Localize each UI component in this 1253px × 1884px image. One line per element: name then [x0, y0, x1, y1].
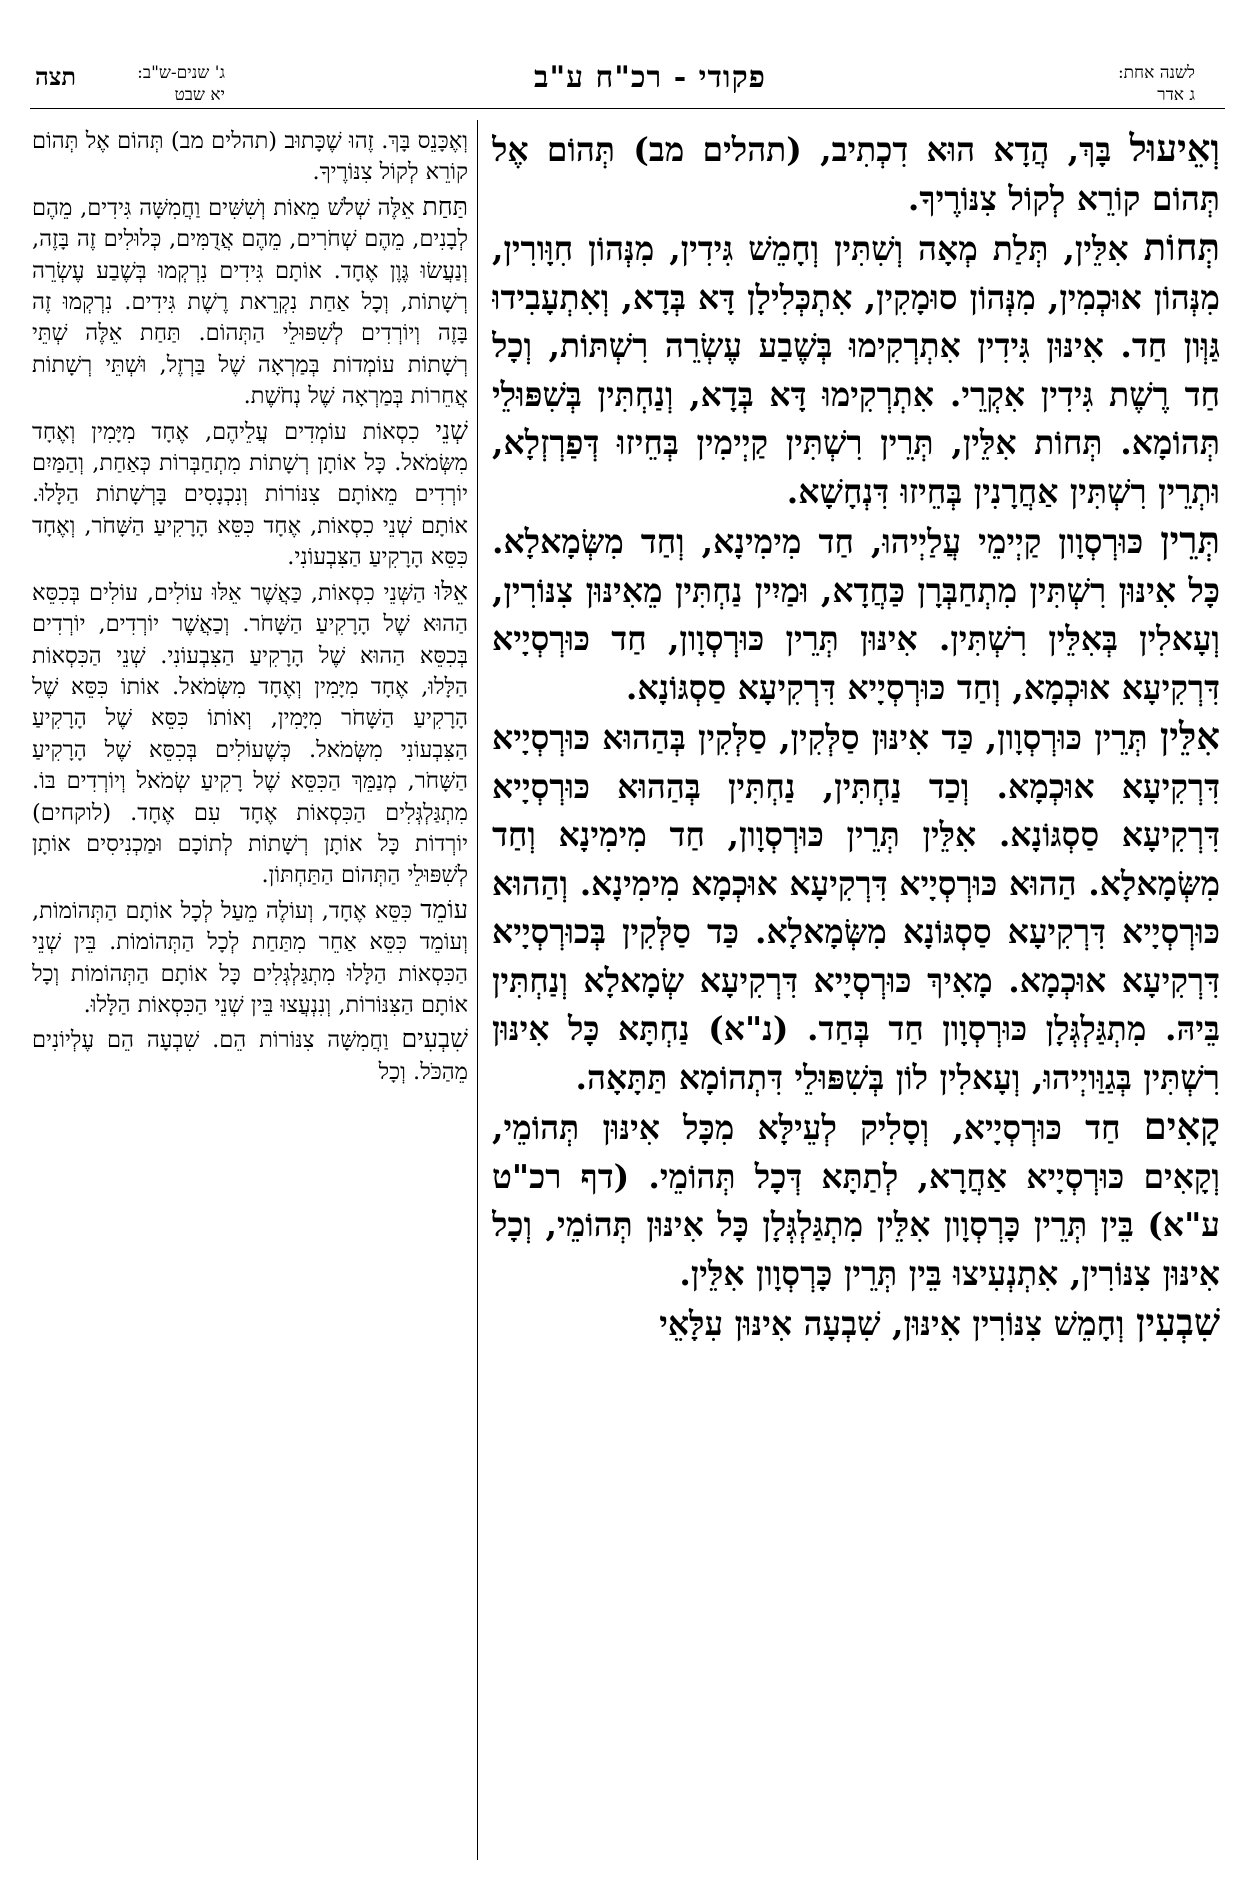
- aramaic-text-column: [492, 124, 1220, 1872]
- paragraph-text: אֵלֶּה שְׁלֹשׁ מֵאוֹת וְשִׁשִּׁים וַחֲמִשָּׁה גִּידִים, מֵהֶם לְבָנִים, מֵהֶם שְׁחֹרִים, מֵהֶם אֲדֻמִּים, כְּלוּלִים זֶה בָּזֶה, וְנַעֲשׂוּ גֶּוֶן אֶחָד. אוֹתָם גִּידִים נִרְקְמוּ בְּשֶׁבַע עֶשְׂרֵה רְשָׁתוֹת, וְכָל אַחַת נִקְרֵאת רֶשֶׁת גִּידִים. נִרְקְמוּ זֶה בָּזֶה וְיוֹרְדִים לְשִׁפּוּלֵי הַתְּהוֹם. תַּחַת אֵלֶּה שְׁתֵּי רְשָׁתוֹת עוֹמְדוֹת בְּמַרְאָה שֶׁל בַּרְזֶל, וּשְׁתֵּי רְשָׁתוֹת אֲחֵרוֹת בְּמַרְאָה שֶׁל נְחֹשֶׁת.: [32, 194, 468, 410]
- header-right-line2: ג אדר: [1157, 85, 1195, 105]
- paragraph-text: וַחֲמִשָּׁה צִנּוֹרוֹת הֵם. שִׁבְעָה הֵם עֶלְיוֹנִים מֵהַכֹּל. וְכָל: [32, 1027, 468, 1085]
- side-paragraph: [32, 191, 468, 413]
- paragraph-text: וְחָמֵשׁ צִנּוֹרִין אִינּוּן, שִׁבְעָה אִינּוּן עִלָּאֵי: [659, 1304, 1125, 1343]
- side-paragraph: [32, 1023, 468, 1088]
- side-paragraph: [32, 124, 468, 189]
- paragraph-lead-word: אֵלּוּ: [434, 576, 468, 606]
- header-daily-study: [1055, 62, 1195, 106]
- paragraph-lead-word: שִׁבְעִים: [401, 1024, 468, 1054]
- paragraph-lead-word: תְּחוֹת: [1143, 225, 1220, 269]
- paragraph-lead-word: תְּרֵין: [1160, 518, 1220, 562]
- header-left-line2: יא שבט: [174, 85, 225, 105]
- paragraph-lead-word: תַּחַת: [422, 191, 468, 221]
- paragraph-text: אִלֵּין, תְּלַת מְאָה וְשִׁתִּין וְחָמֵשׁ גִּידִין, מִנְּהוֹן חִוָּורִין, מִנְּהוֹן אוּכְמִין, מִנְּהוֹן סוּמָקִין, אִתְכְּלִילָן דָּא בְּדָא, וְאִתְעָבִידוּ גַּוְּון חַד. אִינּוּן גִּידִין אִתְרְקִימוּ בְּשֶׁבַע עֶשְׂרֵה רִשְׁתּוֹת, וְכָל חַד רֶשֶׁת גִּידִין אִקְרֵי. אִתְרְקִימוּ דָּא בְּדָא, וְנַחְתִּין בְּשִׁפּוּלֵי תְּהוֹמָא. תְּחוֹת אִלֵּין, תְּרֵין רִשְׁתִּין קַיְימִין בְּחֵיזוּ דְּפַרְזְלָא, וּתְרֵין רִשְׁתִּין אַחֲרָנִין בְּחֵיזוּ דִּנְחָשָׁא.: [492, 229, 1220, 511]
- paragraph-text: הַשְּׁנֵי כִסְאוֹת, כַּאֲשֶׁר אֵלּוּ עוֹלִים, עוֹלִים בְּכִסֵּא הַהוּא שֶׁל הָרָקִיעַ הַשָּׁחֹר. וְכַאֲשֶׁר יוֹרְדִים, יוֹרְדִים בְּכִסֵּא הַהוּא שֶׁל הָרָקִיעַ הַצִּבְעוֹנִי. שְׁנֵי הַכִּסְאוֹת הַלָּלוּ, אֶחָד מִיָּמִין וְאֶחָד מִשְּׂמֹאל. אוֹתוֹ כִּסֵּא שֶׁל הָרָקִיעַ הַשָּׁחֹר מִיָּמִין, וְאוֹתוֹ כִּסֵּא שֶׁל הָרָקִיעַ הַצִּבְעוֹנִי מִשְּׂמֹאל. כְּשֶׁעוֹלִים בְּכִסֵּא שֶׁל הָרָקִיעַ הַשָּׁחֹר, מְנַמֵּךְ הַכִּסֵּא שֶׁל רָקִיעַ שְׂמֹאל וְיוֹרְדִים בּוֹ. מִתְגַּלְגְּלִים הַכִּסְאוֹת אֶחָד עִם אֶחָד. (לוקחים) יוֹרְדוֹת כָּל אוֹתָן רְשָׁתוֹת לְתוֹכָם וּמַכְנִיסִים אוֹתָן לְשִׁפּוּלֵי הַתְּהוֹם הַתַּחְתּוֹן.: [32, 579, 468, 889]
- paragraph-text: תְּרֵין כּוּרְסְוָון, כַּד אִינּוּן סַלְּקִין, סַלְּקִין בְּהַהוּא כּוּרְסְיָיא דִּרְקִיעָא אוּכְמָא. וְכַד נַחְתִּין, נַחְתִּין בְּהַהוּא כּוּרְסְיָיא דִּרְקִיעָא סַסְגּוֹנָא. אִלֵּין תְּרֵין כּוּרְסְוָון, חַד מִימִינָא וְחַד מִשְּׂמָאלָא. הַהוּא כּוּרְסְיָיא דִּרְקִיעָא אוּכְמָא מִימִינָא. וְהַהוּא כּוּרְסְיָיא דִּרְקִיעָא סַסְגּוֹנָא מִשְּׂמָאלָא. כַּד סַלְּקִין בְּכוּרְסְיָיא דִּרְקִיעָא אוּכְמָא. מָאִיךְ כּוּרְסְיָיא דִּרְקִיעָא שְׂמָאלָא וְנַחְתִּין בֵּיהּ. מִתְגַּלְגְּלָן כּוּרְסְוָון חַד בְּחַד. (נ"א) נַחְתָּא כָּל אִינּוּן רִשְׁתִּין בְּגַוַּויְיהוּ, וְעָאלִין לוֹן בְּשִׁפּוּלֵי דִּתְהוֹמָא תַּתָּאָה.: [492, 718, 1220, 1097]
- column-divider: [477, 120, 478, 1860]
- header-left-line1: ג' שנים-ש"ב:: [137, 63, 225, 83]
- paragraph-lead-word: עוֹמֵד: [420, 894, 468, 924]
- main-paragraph: [492, 124, 1220, 223]
- paragraph-text: כִסְאוֹת עוֹמְדִים עֲלֵיהֶם, אֶחָד מִיָּמִין וְאֶחָד מִשְּׂמֹאל. כָּל אוֹתָן רְשָׁתוֹת מִתְחַבְּרוֹת כְּאַחַת, וְהַמַּיִם יוֹרְדִים מֵאוֹתָם צִנּוֹרוֹת וְנִכְנָסִים בָּרְשָׁתוֹת הַלָּלוּ. אוֹתָם שְׁנֵי כִסְאוֹת, אֶחָד כִּסֵּא הָרָקִיעַ הַשָּׁחֹר, וְאֶחָד כִּסֵּא הָרָקִיעַ הַצִּבְעוֹנִי.: [32, 418, 468, 571]
- main-paragraph: [492, 516, 1220, 712]
- page-number: תצה: [35, 62, 77, 91]
- paragraph-lead-word: וְאֵיעוּל: [1129, 126, 1220, 170]
- main-paragraph: [492, 1102, 1220, 1298]
- side-paragraph: [32, 894, 468, 1022]
- page-title: פקודי - רכ"ח ע"ב: [534, 60, 766, 95]
- header-right-line1: לשנה אחת:: [1117, 63, 1195, 83]
- paragraph-text: כִּסֵּא אֶחָד, וְעוֹלֶה מֵעַל לְכָל אוֹתָם הַתְּהוֹמוֹת, וְעוֹמֵד כִּסֵּא אַחֵר מִתַּחַת לְכָל הַתְּהוֹמוֹת. בֵּין שְׁנֵי הַכִּסְאוֹת הַלָּלוּ מִתְגַּלְגְּלִים כָּל אוֹתָם הַתְּהוֹמוֹת וְכָל אוֹתָם הַצִּנּוֹרוֹת, וְנִנְעֲצוּ בֵּין שְׁנֵי הַכִּסְאוֹת הַלָּלוּ.: [32, 897, 468, 1018]
- paragraph-text: חַד כּוּרְסְיָיא, וְסָלִיק לְעֵילָּא מִכָּל אִינּוּן תְּהוֹמֵי, וְקָאִים כּוּרְסְיָיא אַחֲרָא, לְתַתָּא דְּכָל תְּהוֹמֵי. (דף רכ"ט ע"א) בֵּין תְּרֵין כָּרְסְוָון אִלֵּין מִתְגַּלְגְּלָן כָּל אִינּוּן תְּהוֹמֵי, וְכָל אִינּוּן צִנּוֹרִין, אִתְנְעִיצוּ בֵּין תְּרֵין כָּרְסְוָון אִלֵּין.: [492, 1108, 1220, 1293]
- paragraph-lead-word: אִלֵּין: [1159, 714, 1220, 758]
- side-paragraph: [32, 576, 468, 892]
- main-paragraph: [492, 223, 1220, 516]
- hebrew-translation-column: [32, 124, 468, 1872]
- paragraph-lead-word: שְׁנֵי: [435, 415, 468, 445]
- paragraph-text: בָּךְ, הֲדָא הוּא דִכְתִיב, (תהלים מב) תְּהוֹם אֶל תְּהוֹם קוֹרֵא לְקוֹל צִנּוֹרֶיךָ.: [492, 130, 1220, 218]
- paragraph-text: וְאֶכָּנֵס בָּךְ. זֶהוּ שֶׁכָּתוּב (תהלים מב) תְּהוֹם אֶל תְּהוֹם קוֹרֵא לְקוֹל צִנּוֹרֶיךָ.: [32, 128, 468, 186]
- header-divider: [30, 108, 1225, 109]
- main-paragraph: [492, 1298, 1220, 1349]
- paragraph-lead-word: קָאִים: [1143, 1104, 1220, 1148]
- side-paragraph: [32, 415, 468, 574]
- paragraph-text: כּוּרְסְוָון קַיְימֵי עֲלַיְיהוּ, חַד מִימִינָא, וְחַד מִשְּׂמָאלָא. כָּל אִינּוּן רִשְׁתִּין מִתְחַבְּרָן כַּחֲדָא, וּמַיִין נַחְתִּין מֵאִינּוּן צִנּוֹרִין, וְעָאלִין בְּאִלֵּין רִשְׁתִּין. אִינּוּן תְּרֵין כּוּרְסְוָון, חַד כּוּרְסְיָיא דִּרְקִיעָא אוּכְמָא, וְחַד כּוּרְסְיָיא דִּרְקִיעָא סַסְגּוֹנָא.: [492, 522, 1220, 707]
- paragraph-lead-word: שִׁבְעִין: [1136, 1300, 1220, 1344]
- main-paragraph: [492, 712, 1220, 1102]
